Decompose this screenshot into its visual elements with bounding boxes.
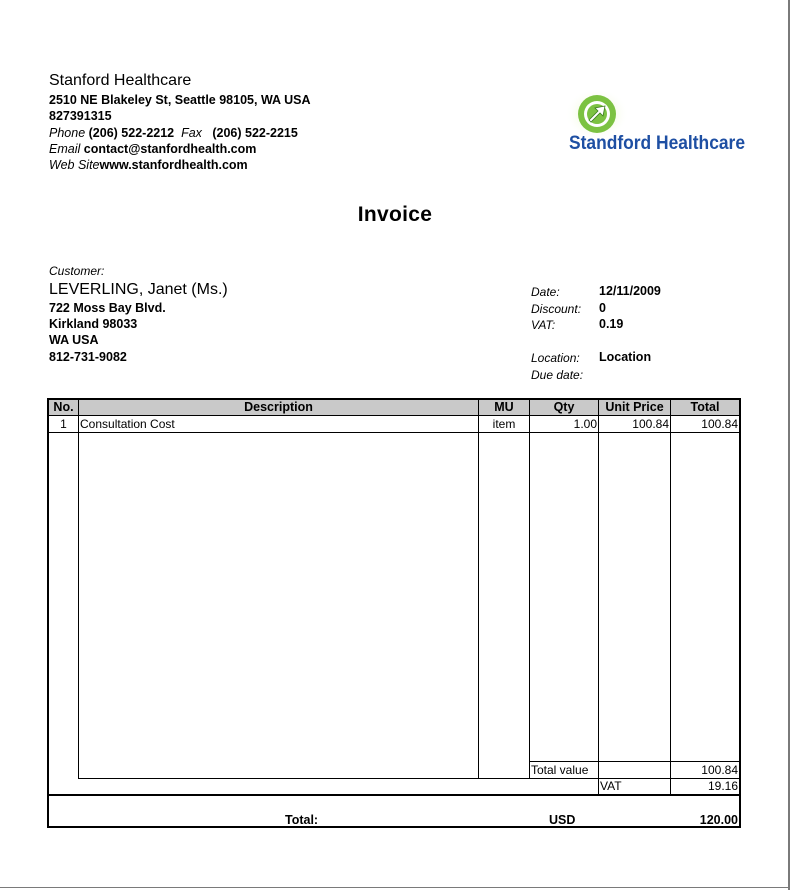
row1-qty: 1.00 [573,417,597,431]
customer-name: LEVERLING, Janet (Ms.) [49,281,228,298]
company-phone: (206) 522-2212 [88,126,175,140]
invoice-table [47,398,741,828]
company-name: Stanford Healthcare [49,72,192,89]
row1-unit-price: 100.84 [632,417,669,431]
customer-region: WA USA [49,333,99,347]
grid-line [598,400,599,795]
grid-line [49,794,739,796]
grand-total-amount: 120.00 [699,813,738,827]
customer-city: Kirkland 98033 [49,317,138,331]
logo-text: Standford Healthcare [569,133,745,154]
page-title: Invoice [357,203,433,226]
grand-total-label: Total: [285,813,319,827]
total-value-label: Total value [531,763,589,777]
company-address: 2510 NE Blakeley St, Seattle 98105, WA USA [49,93,311,107]
discount-label: Discount: [531,302,582,316]
total-value-amount: 100.84 [701,763,738,777]
col-header-mu: MU [494,400,514,414]
email-label: Email [49,142,81,156]
company-fax: (206) 522-2215 [212,126,298,140]
company-web-line [49,158,248,172]
col-header-qty: Qty [553,400,575,414]
col-header-description: Description [244,400,313,414]
col-header-no: No. [53,400,74,414]
customer-street: 722 Moss Bay Blvd. [49,301,166,315]
customer-phone: 812-731-9082 [49,350,127,364]
company-email: contact@stanfordhealth.com [83,142,257,156]
discount-value: 0 [599,301,606,315]
phone-label: Phone [49,126,86,140]
grid-line [529,400,530,778]
web-label: Web Site [49,158,100,172]
location-label: Location: [531,351,580,365]
vat-label: VAT: [531,318,556,332]
grid-line [49,432,739,433]
location-value: Location [599,350,652,364]
due-date-label: Due date: [531,368,584,382]
row1-mu: item [492,417,516,431]
date-label: Date: [531,285,560,299]
col-header-unit-price: Unit Price [605,400,664,414]
vat-amount: 19.16 [707,779,738,793]
currency: USD [549,813,576,827]
company-logo [565,88,747,154]
page-border-bottom [0,887,790,888]
fax-label: Fax [181,126,202,140]
row1-total: 100.84 [701,417,738,431]
vat-value: 0.19 [599,317,624,331]
company-id: 827391315 [49,109,112,123]
customer-label: Customer: [49,264,105,278]
grid-line [78,400,79,778]
col-header-total: Total [690,400,720,414]
company-web: www.stanfordhealth.com [99,158,248,172]
grid-line [670,400,671,795]
row1-no: 1 [60,417,67,431]
vat-amount-label: VAT [600,779,622,793]
row1-description: Consultation Cost [80,417,175,431]
company-phone-line [49,126,298,140]
grid-line [478,400,479,778]
date-value: 12/11/2009 [599,284,661,298]
company-email-line [49,142,256,156]
